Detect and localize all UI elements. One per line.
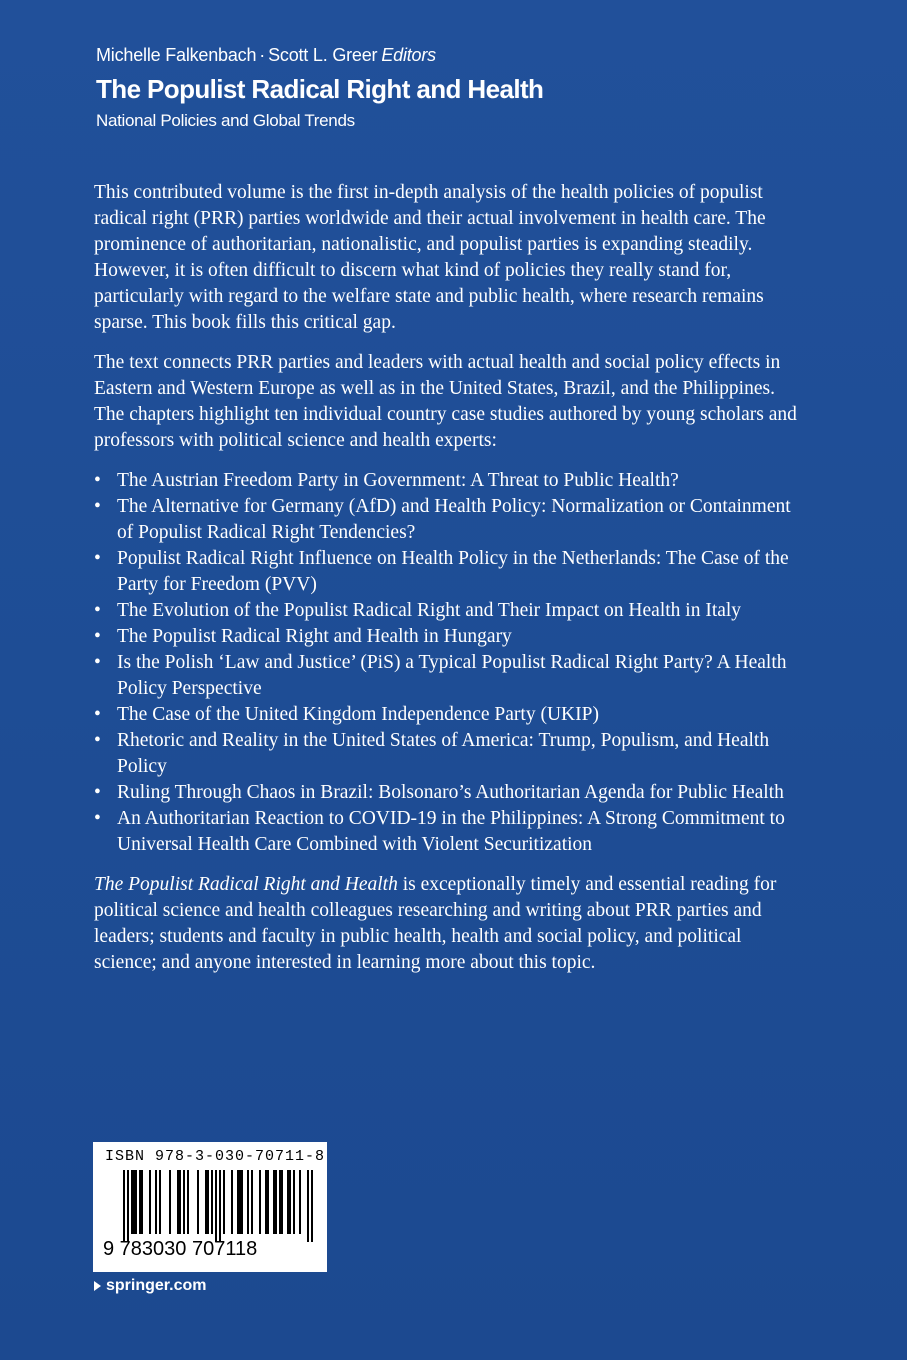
bullet-icon: •	[94, 470, 101, 491]
editor-name: Michelle Falkenbach	[96, 45, 257, 65]
list-item	[94, 702, 806, 728]
blurb-paragraph: This contributed volume is the first in-depth analysis of the health policies of populist radical right (PRR) parties worldwide and their actual involvement in health care. The prominence of authoritarian, nationalistic, and populist parties is expanding steadily. However, it is often difficult to discern what kind of policies they really stand for, particularly with regard to the welfare state and public health, where research remains sparse. This book fills this critical gap.	[94, 182, 766, 333]
list-item	[94, 494, 806, 546]
barcode-bar	[149, 1170, 151, 1234]
barcode-bar	[131, 1170, 133, 1234]
barcode-bar	[211, 1170, 213, 1234]
chapter-title: Rhetoric and Reality in the United States of America: Trump, Populism, and Health Policy	[117, 730, 770, 777]
barcode-bar	[239, 1170, 241, 1234]
editors-role: Editors	[381, 45, 436, 65]
barcode-bar	[133, 1170, 135, 1234]
list-item	[94, 546, 806, 598]
list-item	[94, 728, 806, 780]
chapter-list	[94, 468, 806, 858]
bullet-icon: •	[94, 782, 101, 803]
barcode-bar	[207, 1170, 209, 1234]
barcode-bar	[127, 1170, 129, 1242]
chapter-title: Ruling Through Chaos in Brazil: Bolsonaro’s Authoritarian Agenda for Public Health	[117, 782, 784, 803]
list-item	[94, 624, 806, 650]
chapter-title: The Austrian Freedom Party in Government: A Threat to Public Health?	[117, 470, 679, 491]
closing-book-title: The Populist Radical Right and Health	[94, 874, 398, 895]
chapter-title: Populist Radical Right Influence on Health Policy in the Netherlands: The Case of the Party for Freedom (PVV)	[117, 548, 789, 595]
arrow-right-icon	[94, 1281, 101, 1291]
barcode-bar	[135, 1170, 137, 1234]
closing-paragraph	[94, 872, 806, 976]
list-item	[94, 468, 806, 494]
bullet-icon: •	[94, 652, 101, 673]
barcode-bar	[299, 1170, 301, 1234]
bullet-icon: •	[94, 548, 101, 569]
barcode-bar	[183, 1170, 185, 1234]
bullet-icon: •	[94, 808, 101, 829]
bullet-icon: •	[94, 626, 101, 647]
barcode-bar	[273, 1170, 275, 1234]
barcode-bar	[279, 1170, 281, 1234]
barcode-bar	[311, 1170, 313, 1242]
chapter-title: The Evolution of the Populist Radical Right and Their Impact on Health in Italy	[117, 600, 742, 621]
barcode-bar	[223, 1170, 225, 1234]
book-subtitle: National Policies and Global Trends	[96, 111, 355, 130]
barcode-bar	[123, 1170, 125, 1242]
list-item	[94, 598, 806, 624]
barcode-bar	[275, 1170, 277, 1234]
barcode-bars	[103, 1170, 317, 1242]
barcode-bar	[187, 1170, 189, 1234]
barcode-bar	[197, 1170, 199, 1234]
barcode-bar	[237, 1170, 239, 1234]
barcode-digits: 9 783030 707118	[103, 1238, 258, 1260]
barcode-bar	[251, 1170, 253, 1234]
barcode-bar	[231, 1170, 233, 1234]
list-item	[94, 806, 806, 858]
barcode-bar	[259, 1170, 261, 1234]
chapter-title: Is the Polish ‘Law and Justice’ (PiS) a Typical Populist Radical Right Party? A Health Policy Perspective	[117, 652, 787, 699]
barcode-bar	[241, 1170, 243, 1234]
book-title: The Populist Radical Right and Health	[96, 74, 544, 104]
barcode-bar	[289, 1170, 291, 1234]
barcode-bar	[205, 1170, 207, 1234]
chapter-title: The Case of the United Kingdom Independence Party (UKIP)	[117, 704, 599, 725]
barcode-bar	[293, 1170, 295, 1234]
publisher-url: springer.com	[106, 1277, 207, 1294]
barcode-bar	[179, 1170, 181, 1234]
bullet-icon: •	[94, 600, 101, 621]
editor-name: Scott L. Greer	[268, 45, 378, 65]
chapter-title: The Populist Radical Right and Health in Hungary	[117, 626, 512, 647]
barcode-bar	[219, 1170, 221, 1242]
isbn-barcode	[93, 1142, 327, 1272]
barcode-bar	[287, 1170, 289, 1234]
bullet-icon: •	[94, 704, 101, 725]
barcode-bar	[141, 1170, 143, 1234]
barcode-bar	[159, 1170, 161, 1234]
barcode-bar	[267, 1170, 269, 1234]
barcode-bar	[155, 1170, 157, 1234]
barcode-bar	[281, 1170, 283, 1234]
header	[96, 44, 856, 132]
barcode-bar	[265, 1170, 267, 1234]
editor-separator: ·	[259, 45, 266, 65]
publisher-link[interactable]	[94, 1277, 206, 1295]
editors-line	[96, 44, 856, 66]
barcode-bar	[307, 1170, 309, 1242]
bullet-icon: •	[94, 730, 101, 751]
bullet-icon: •	[94, 496, 101, 517]
isbn-label: ISBN 978-3-030-70711-8	[105, 1148, 326, 1165]
barcode-bar	[169, 1170, 171, 1234]
list-item	[94, 650, 806, 702]
chapter-title: An Authoritarian Reaction to COVID-19 in the Philippines: A Strong Commitment to Universal Health Care Combined with Violent Securitization	[117, 808, 785, 855]
blurb-paragraph: The text connects PRR parties and leaders with actual health and social policy effects in Eastern and Western Europe as well as in the United States, Brazil, and the Philippines. The chapters highlight ten individual country case studies authored by young scholars and professors with political science and health experts:	[94, 352, 797, 451]
blurb	[94, 180, 806, 990]
list-item	[94, 780, 806, 806]
barcode-bar	[247, 1170, 249, 1234]
closing-text: is exceptionally timely and essential reading for political science and health colleagues researching and writing about PRR parties and leaders; students and faculty in public health, health and social policy, and political science; and anyone interested in learning more about this topic.	[94, 874, 777, 973]
barcode-bar	[177, 1170, 179, 1234]
chapter-title: The Alternative for Germany (AfD) and Health Policy: Normalization or Containment of Populist Radical Right Tendencies?	[117, 496, 791, 543]
barcode-bar	[139, 1170, 141, 1234]
barcode-bar	[215, 1170, 217, 1242]
